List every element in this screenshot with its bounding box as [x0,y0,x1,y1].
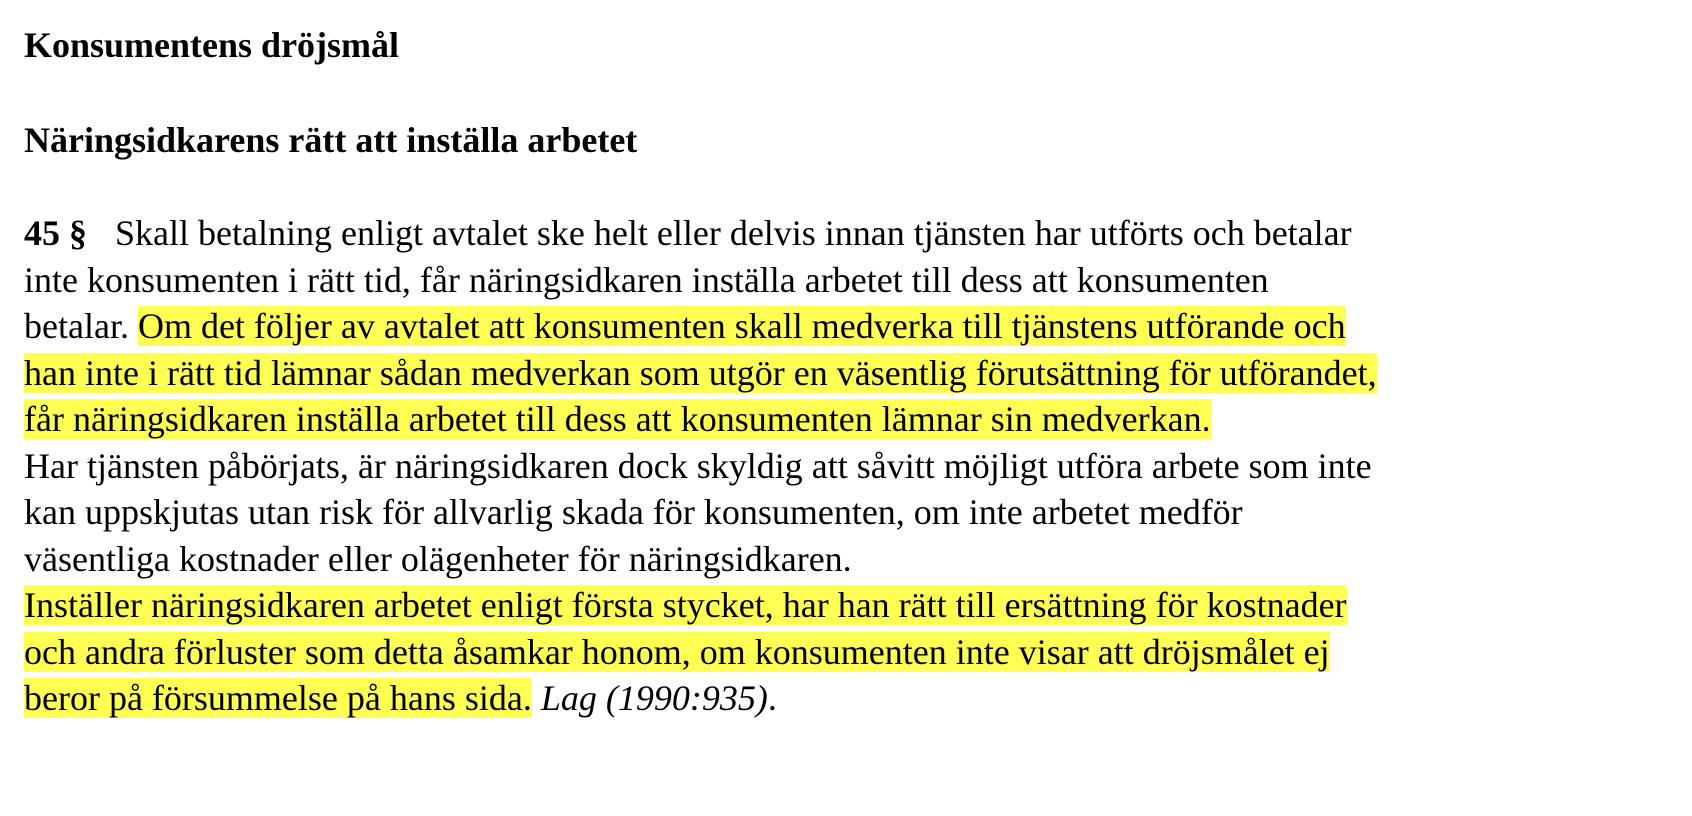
highlighted-text: får näringsidkaren inställa arbetet till dess att konsumenten lämnar sin medverkan. [24,399,1211,439]
chapter-heading: Konsumentens dröjsmål [24,25,400,65]
text-line [24,675,1664,722]
text-segment: betalar. [24,306,138,346]
highlighted-text: han inte i rätt tid lämnar sådan medverkan som utgör en väsentlig förutsättning för utförandet, [24,352,1377,393]
highlighted-text: Inställer näringsidkaren arbetet enligt första stycket, har han rätt till ersättning för kostnader [24,585,1347,625]
text-line [24,396,1664,443]
text-segment: Har tjänsten påbörjats, är näringsidkaren dock skyldig att såvitt möjligt utföra arbete som inte [24,445,1372,486]
section-45-paragraph [24,210,1664,722]
text-line [24,210,1664,257]
text-segment: kan uppskjutas utan risk för allvarlig skada för konsumenten, om inte arbetet medför [24,492,1243,532]
text-segment: . [767,678,777,718]
text-segment [532,678,541,718]
section-number: 45 § [24,213,87,253]
section-heading: Näringsidkarens rätt att inställa arbetet [24,120,638,160]
text-line [24,536,1664,583]
text-line [24,489,1664,536]
law-reference: Lag (1990:935) [540,678,768,718]
highlighted-text: Om det följer av avtalet att konsumenten skall medverka till tjänstens utförande och [137,306,1346,346]
text-line [24,350,1664,397]
text-line [24,443,1664,490]
text-segment: inte konsumenten i rätt tid, får näringsidkaren inställa arbetet till dess att konsumenten [24,259,1269,300]
text-segment: Skall betalning enligt avtalet ske helt eller delvis innan tjänsten har utförts och betalar [115,213,1352,253]
highlighted-text: beror på försummelse på hans sida. [24,678,532,718]
text-line [24,629,1664,676]
text-line [24,257,1664,304]
text-line [24,303,1664,350]
highlighted-text: och andra förluster som detta åsamkar honom, om konsumenten inte visar att dröjsmålet ej [24,631,1330,672]
document [24,20,1664,722]
text-segment: väsentliga kostnader eller olägenheter för näringsidkaren. [24,538,852,579]
text-line [24,582,1664,629]
